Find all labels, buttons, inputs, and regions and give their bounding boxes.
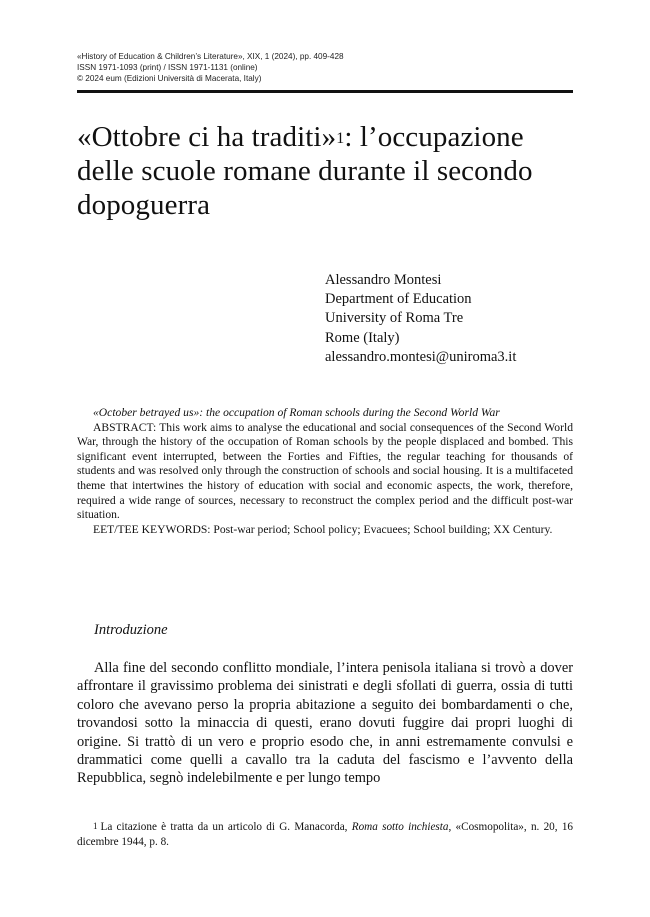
abstract-text: ABSTRACT: This work aims to analyse the educational and social consequences of the Second World War, through the history of the occupation of Roman schools by the people displaced and bombed. This significant event interrupted, between the Forties and Fifties, the regular teaching for thousands of students and was resolved only through the construction of schools and social housing. It is a multifaceted theme that intertwines the history of education with social and economic aspects, the work, therefore, required a wide range of sources, necessary to reconstruct the complex period and the difficult post-war situation. <box>77 420 573 522</box>
author-department: Department of Education <box>325 291 472 308</box>
footnote-marker: 1 <box>93 821 98 831</box>
section-heading: Introduzione <box>94 622 168 638</box>
article-title <box>77 120 577 222</box>
footnote-text-after: , «Cosmopolita», n. 20, 16 dicembre 1944, p. 8. <box>77 821 574 848</box>
english-title: «October betrayed us»: the occupation of Roman schools during the Second World War <box>93 406 500 419</box>
journal-header <box>77 51 344 84</box>
footnote <box>77 820 573 849</box>
issn-line: ISSN 1971-1093 (print) / ISSN 1971-1131 (online) <box>77 63 258 72</box>
footnote-source-title: Roma sotto inchiesta <box>351 821 449 833</box>
author-university: University of Roma Tre <box>325 310 464 327</box>
author-block <box>325 271 516 367</box>
keywords: EET/TEE KEYWORDS: Post-war period; School policy; Evacuees; School building; XX Century. <box>93 522 553 536</box>
header-rule <box>77 90 573 93</box>
author-name: Alessandro Montesi <box>325 272 442 288</box>
footnote-text-before: La citazione è tratta da un articolo di G. Manacorda, <box>100 821 348 833</box>
author-city: Rome (Italy) <box>325 329 400 346</box>
author-email[interactable]: alessandro.montesi@uniroma3.it <box>325 348 517 365</box>
copyright-line: © 2024 eum (Edizioni Università di Macerata, Italy) <box>77 74 262 83</box>
abstract-section <box>77 406 573 537</box>
title-rest: : l’occupazione delle scuole romane durante il secondo dopoguerra <box>77 121 533 221</box>
title-quote: «Ottobre ci ha traditi» <box>77 121 337 153</box>
journal-citation-line: «History of Education & Children’s Literature», XIX, 1 (2024), pp. 409-428 <box>77 52 344 61</box>
title-footnote-marker[interactable]: 1 <box>336 130 345 147</box>
body-paragraph: Alla fine del secondo conflitto mondiale, l’intera penisola italiana si trovò a dover affrontare il gravissimo problema dei sinistrati e degli sfollati di guerra, ossia di tutti coloro che avevano perso la propria abitazione a seguito dei bombardamenti o che, trovandosi sotto la minaccia di questi, erano dovuti fuggire dai propri luoghi di origine. Si trattò di un vero e proprio esodo che, in anni estremamente convulsi e drammatici come quelli a cavallo tra la caduta del fascismo e l’avvento della Repubblica, segnò indelebilmente e per lungo tempo <box>77 660 573 787</box>
